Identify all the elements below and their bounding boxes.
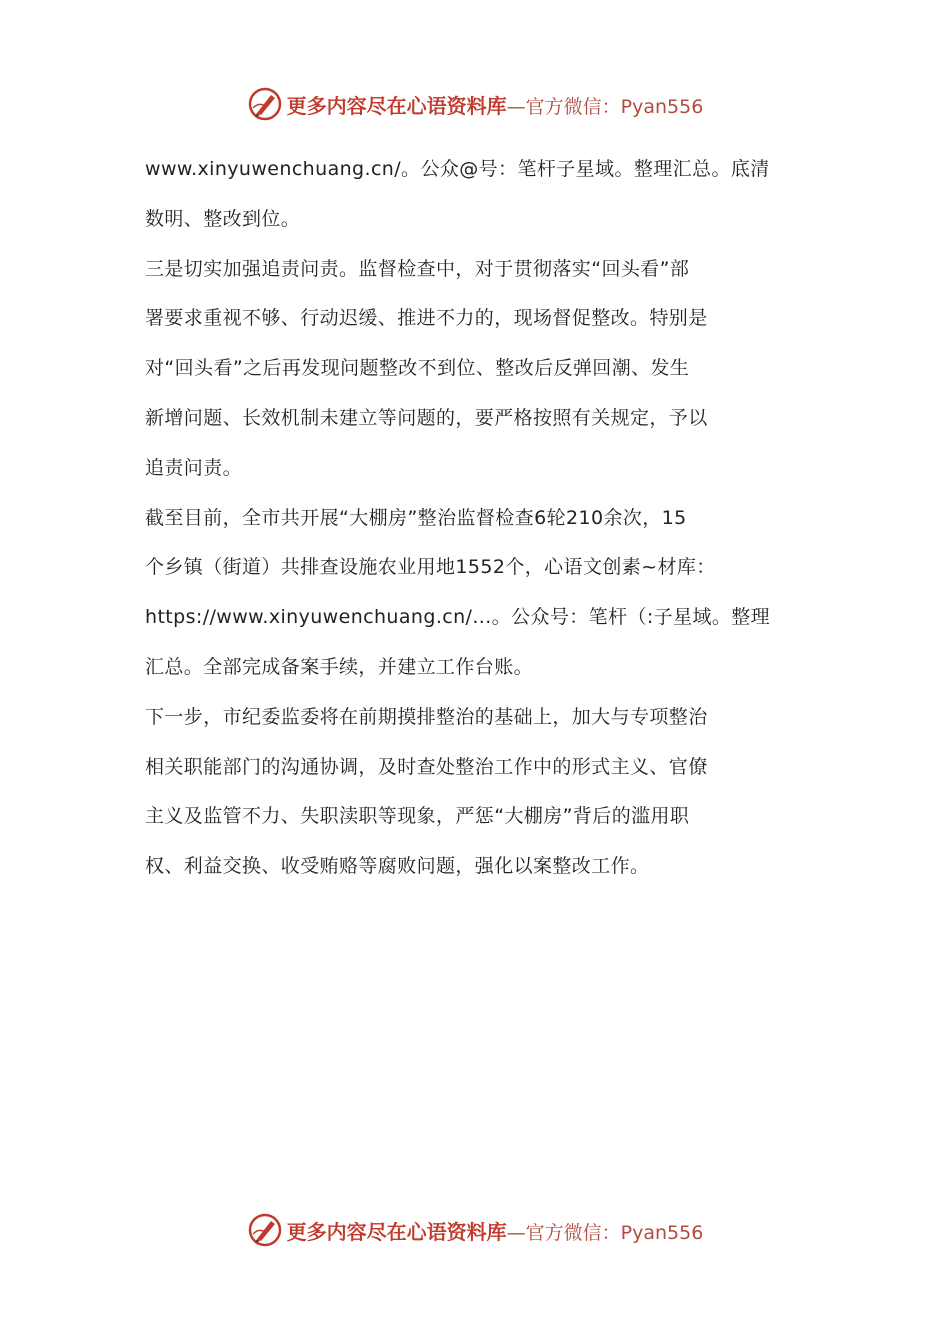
text-line: 个乡镇（街道）共排查设施农业用地1552个，心语文创素~材库：: [145, 556, 716, 579]
paragraph: [145, 693, 807, 892]
banner-wechat-id: —官方微信：Pyan556: [506, 95, 704, 118]
text-line: 截至目前，全市共开展“大棚房”整治监督检查6轮210余次，15: [145, 506, 687, 529]
text-line: https://www.xinyuwenchuang.cn/...。公众号：笔杆（:子星域。整理: [145, 606, 771, 629]
text-line: www.xinyuwenchuang.cn/。公众@号：笔杆子星域。整理汇总。底清: [145, 158, 770, 180]
document-body: [145, 145, 807, 892]
text-line: 三是切实加强追责问责。监督检查中，对于贯彻落实“回头看”部: [145, 257, 690, 280]
text-line: 下一步，市纪委监委将在前期摸排整治的基础上，加大与专项整治: [145, 705, 708, 728]
text-line: 对“回头看”之后再发现问题整改不到位、整改后反弹回潮、发生: [145, 357, 690, 380]
text-line: 主义及监管不力、失职渎职等现象，严惩“大棚房”背后的滥用职: [145, 805, 690, 828]
banner-site-name: 更多内容尽在心语资料库: [286, 93, 507, 118]
text-line: 数明、整改到位。: [145, 207, 301, 230]
text-line: 汇总。全部完成备案手续，并建立工作台账。: [145, 655, 534, 678]
text-line: 署要求重视不够、行动迟缓、推进不力的，现场督促整改。特别是: [145, 307, 708, 330]
paragraph: [145, 245, 807, 494]
header-watermark-banner: [0, 82, 950, 126]
banner-wechat-id: —官方微信：Pyan556: [506, 1221, 704, 1244]
text-line: 新增问题、长效机制未建立等问题的，要严格按照有关规定，予以: [145, 406, 708, 429]
pen-logo-icon: [247, 86, 283, 122]
banner-site-name: 更多内容尽在心语资料库: [286, 1219, 507, 1244]
text-line: 权、利益交换、收受贿赂等腐败问题，强化以案整改工作。: [145, 855, 650, 878]
paragraph: [145, 494, 807, 693]
footer-watermark-banner: [0, 1208, 950, 1252]
paragraph: [145, 145, 807, 245]
pen-logo-icon: [247, 1212, 283, 1248]
text-line: 追责问责。: [145, 456, 243, 479]
text-line: 相关职能部门的沟通协调，及时查处整治工作中的形式主义、官僚: [145, 755, 708, 778]
